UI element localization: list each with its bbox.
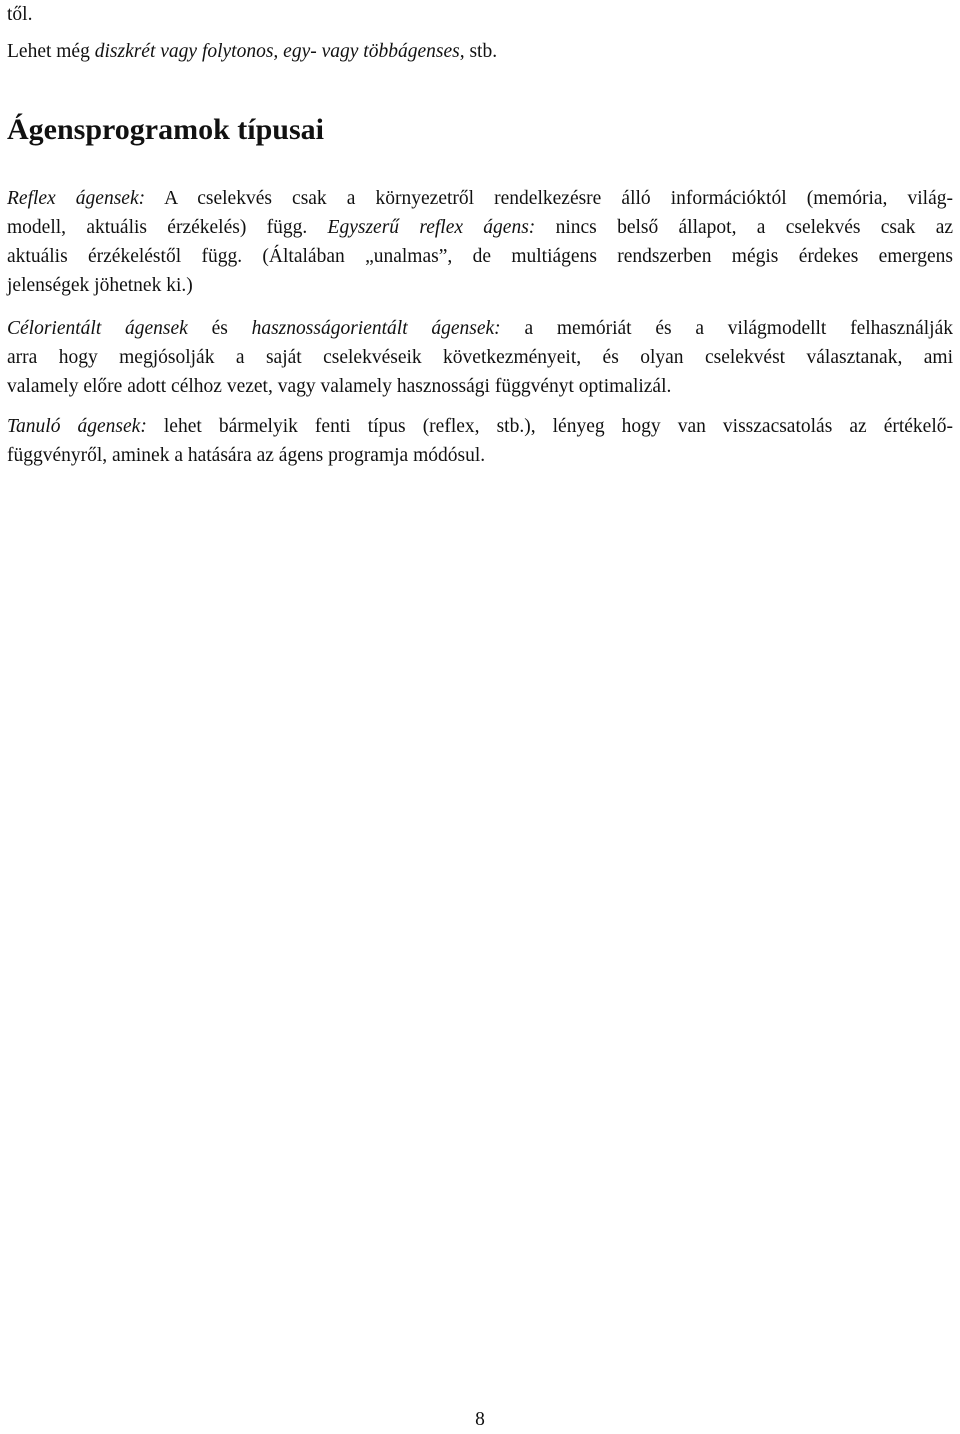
intro-line-2 [7, 37, 953, 66]
page-number: 8 [475, 1409, 485, 1430]
utility-term: hasznosságorientált ágensek: [251, 318, 501, 339]
simple-reflex-term: Egyszerű reflex ágens: [327, 217, 536, 238]
intro-line-1 [7, 0, 953, 29]
intro-italic-text: diszkrét vagy folytonos, egy- vagy többágenses, [94, 41, 465, 62]
goal-term: Célorientált ágensek [7, 318, 188, 339]
learning-line-2: függvényről, aminek a hatására az ágens programja módósul. [7, 445, 486, 466]
reflex-line-4: jelenségek jöhetnek ki.) [7, 275, 193, 296]
goal-line-2: arra hogy megjósolják a saját cselekvéseik következményeit, és olyan cselekvést választanak, ami [7, 347, 953, 368]
reflex-term: Reflex ágensek: [7, 188, 146, 209]
section-title: Ágensprogramok típusai [7, 113, 324, 146]
paragraph-goal-utility [7, 314, 953, 401]
learning-term: Tanuló ágensek: [7, 416, 147, 437]
learning-line-1-rest: lehet bármelyik fenti típus (reflex, stb.), lényeg hogy van visszacsatolás az értékelő- [146, 416, 953, 437]
goal-line-1-rest: a memóriát és a világmodellt felhasználják [500, 318, 953, 339]
intro-text-end: stb. [464, 41, 498, 62]
reflex-line-2-start: modell, aktuális érzékelés) függ. [7, 217, 328, 238]
reflex-line-2-rest: nincs belső állapot, a cselekvés csak az [535, 217, 954, 238]
reflex-line-1 [7, 184, 953, 213]
paragraph-reflex [7, 184, 953, 300]
goal-and: és [187, 318, 252, 339]
reflex-line-1-text: A cselekvés csak a környezetről rendelkezésre álló információktól (memória, világ- [145, 188, 953, 209]
goal-line-1 [7, 314, 953, 343]
paragraph-learning [7, 412, 953, 470]
goal-line-3: valamely előre adott célhoz vezet, vagy valamely hasznossági függvényt optimalizál. [7, 376, 672, 397]
reflex-line-3: aktuális érzékeléstől függ. (Általában „unalmas”, de multiágens rendszerben mégis érdekes emergens [7, 246, 953, 267]
reflex-line-2 [7, 213, 953, 242]
intro-text: től. [7, 4, 33, 25]
intro-text-start: Lehet még [7, 41, 95, 62]
learning-line-1 [7, 412, 953, 441]
